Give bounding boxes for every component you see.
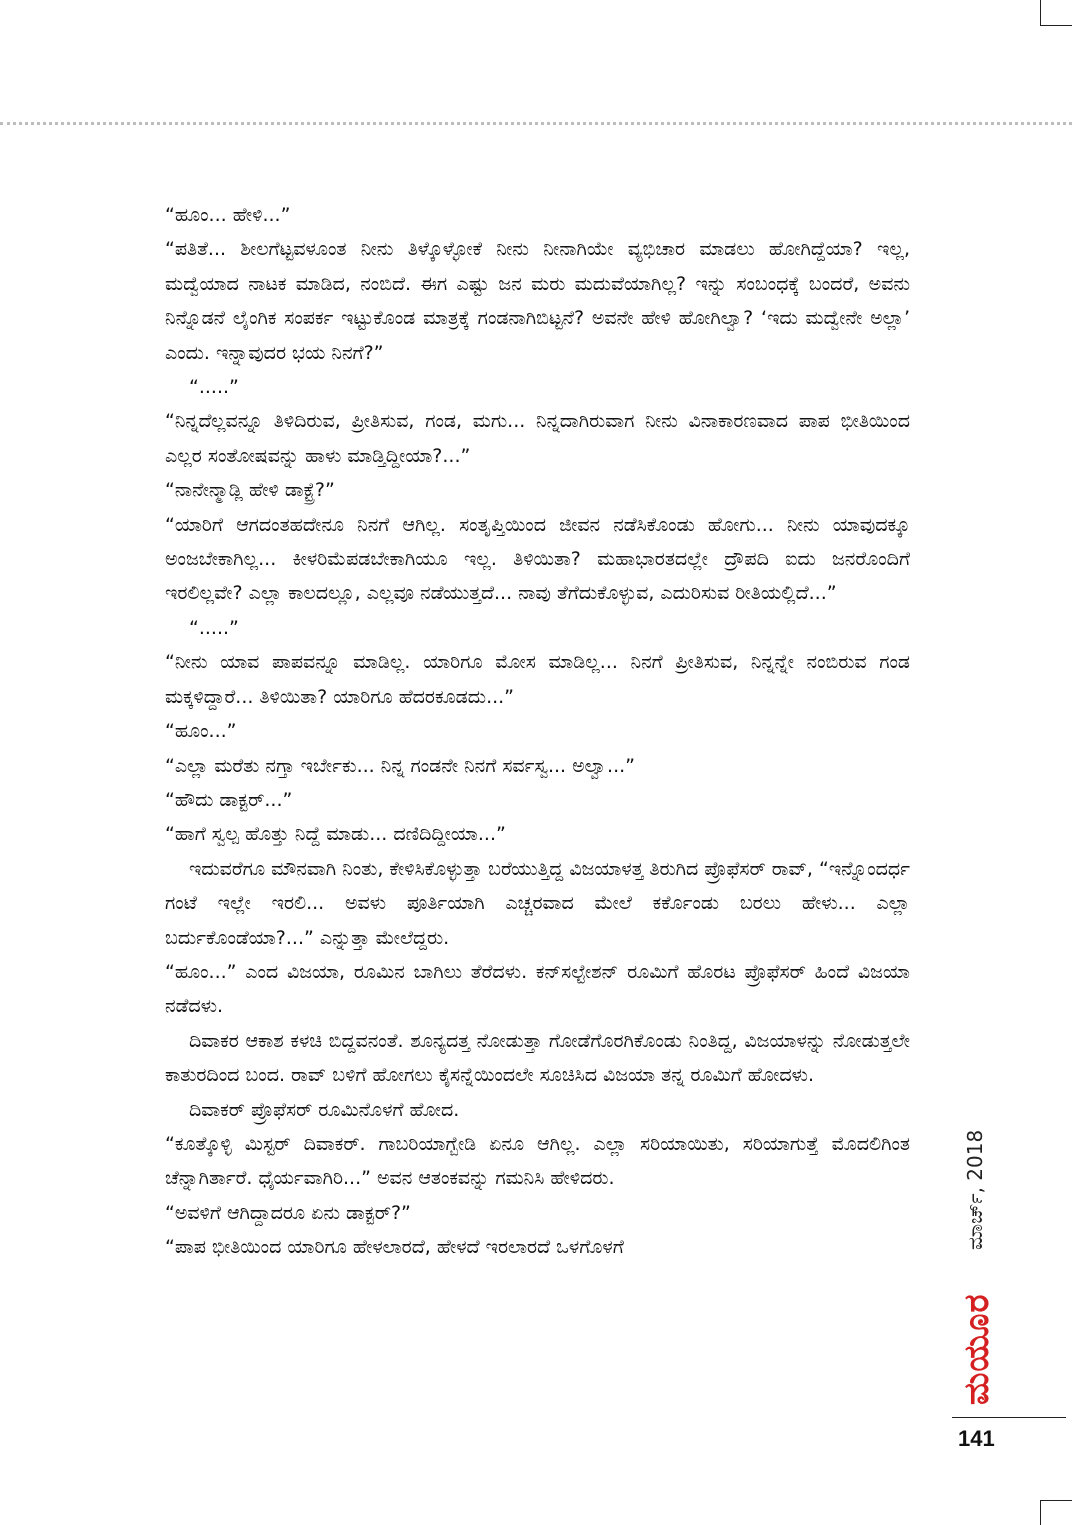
article-text — [165, 198, 910, 1265]
paragraph: “.....” — [189, 376, 239, 399]
paragraph: ದಿವಾಕರ್ ಪ್ರೊಫೆಸರ್ ರೂಮಿನೊಳಗೆ ಹೋದ. — [189, 1098, 460, 1121]
issue-date: ಮಾರ್ಚ್, 2018 — [963, 1129, 987, 1250]
crop-mark-top — [1040, 0, 1041, 26]
paragraph: ದಿವಾಕರ ಆಕಾಶ ಕಳಚಿ ಬಿದ್ದವನಂತೆ. ಶೂನ್ಯದತ್ತ ನೋಡುತ್ತಾ ಗೋಡೆಗೊರಗಿಕೊಂಡು ನಿಂತಿದ್ದ, ವಿಜಯಾಳನ್ನು ನೋಡುತ್ತಲೇ ಕಾತುರದಿಂದ ಬಂದ. ರಾವ್ ಬಳಿಗೆ ಹೋಗಲು ಕೈಸನ್ನೆಯಿಂದಲೇ ಸೂಚಿಸಿದ ವಿಜಯಾ ತನ್ನ ರೂಮಿಗೆ ಹೋದಳು. — [165, 1029, 910, 1087]
header-dotted-rule — [0, 122, 1072, 125]
paragraph: “ಕೂತ್ಕೊಳ್ಳಿ ಮಿಸ್ಟರ್ ದಿವಾಕರ್. ಗಾಬರಿಯಾಗ್ಬೇಡಿ ಏನೂ ಆಗಿಲ್ಲ. ಎಲ್ಲಾ ಸರಿಯಾಯಿತು, ಸರಿಯಾಗುತ್ತೆ ಮೊದಲಿಗಿಂತ ಚೆನ್ನಾಗಿರ್ತಾರೆ. ಧೈರ್ಯವಾಗಿರಿ...” ಅವನ ಆತಂಕವನ್ನು ಗಮನಿಸಿ ಹೇಳಿದರು. — [165, 1132, 910, 1190]
page-number: 141 — [958, 1426, 995, 1451]
paragraph: “ನಿನ್ನದೆಲ್ಲವನ್ನೂ ತಿಳಿದಿರುವ, ಪ್ರೀತಿಸುವ, ಗಂಡ, ಮಗು... ನಿನ್ನದಾಗಿರುವಾಗ ನೀನು ವಿನಾಕಾರಣವಾದ ಪಾಪ ಭೀತಿಯಿಂದ ಎಲ್ಲರ ಸಂತೋಷವನ್ನು ಹಾಳು ಮಾಡ್ತಿದ್ದೀಯಾ?...” — [165, 410, 910, 467]
magazine-name-logo: ಮಯೂರ — [957, 1293, 997, 1405]
paragraph: ಇದುವರೆಗೂ ಮೌನವಾಗಿ ನಿಂತು, ಕೇಳಿಸಿಕೊಳ್ಳುತ್ತಾ ಬರೆಯುತ್ತಿದ್ದ ವಿಜಯಾಳತ್ತ ತಿರುಗಿದ ಪ್ರೊಫೆಸರ್ ರಾವ್, “ಇನ್ನೊಂದರ್ಧ ಗಂಟೆ ಇಲ್ಲೇ ಇರಲಿ... ಅವಳು ಪೂರ್ತಿಯಾಗಿ ಎಚ್ಚರವಾದ ಮೇಲೆ ಕರ್ಕೊಂಡು ಬರಲು ಹೇಳು... ಎಲ್ಲಾ ಬರ್ದುಕೊಂಡೆಯಾ?...” ಎನ್ನುತ್ತಾ ಮೇಲೆದ್ದರು. — [165, 857, 910, 949]
paragraph: “ಎಲ್ಲಾ ಮರೆತು ನಗ್ತಾ ಇರ್ಬೇಕು... ನಿನ್ನ ಗಂಡನೇ ನಿನಗೆ ಸರ್ವಸ್ವ... ಅಲ್ವಾ...” — [165, 754, 636, 777]
paragraph: “ಹೂಂ...” — [165, 720, 237, 743]
paragraph: “ಯಾರಿಗೆ ಆಗದಂತಹದೇನೂ ನಿನಗೆ ಆಗಿಲ್ಲ. ಸಂತೃಪ್ತಿಯಿಂದ ಜೀವನ ನಡೆಸಿಕೊಂಡು ಹೋಗು... ನೀನು ಯಾವುದಕ್ಕೂ ಅಂಜಬೇಕಾಗಿಲ್ಲ... ಕೀಳರಿಮೆಪಡಬೇಕಾಗಿಯೂ ಇಲ್ಲ. ತಿಳಿಯಿತಾ? ಮಹಾಭಾರತದಲ್ಲೇ ದ್ರೌಪದಿ ಐದು ಜನರೊಂದಿಗೆ ಇರಲಿಲ್ಲವೇ? ಎಲ್ಲಾ ಕಾಲದಲ್ಲೂ, ಎಲ್ಲವೂ ನಡೆಯುತ್ತದೆ... ನಾವು ತೆಗೆದುಕೊಳ್ಳುವ, ಎದುರಿಸುವ ರೀತಿಯಲ್ಲಿದೆ...” — [165, 513, 910, 605]
paragraph: “ಹೂಂ...” ಎಂದ ವಿಜಯಾ, ರೂಮಿನ ಬಾಗಿಲು ತೆರೆದಳು. ಕನ್‌ಸಲ್ಟೇಶನ್ ರೂಮಿಗೆ ಹೊರಟ ಪ್ರೊಫೆಸರ್ ಹಿಂದೆ ವಿಜಯಾ ನಡೆದಳು. — [165, 960, 910, 1018]
paragraph: “ಅವಳಿಗೆ ಆಗಿದ್ದಾದರೂ ಏನು ಡಾಕ್ಟರ್?” — [165, 1201, 411, 1224]
paragraph: “ಹೌದು ಡಾಕ್ಟರ್...” — [165, 788, 293, 811]
paragraph: “ನಾನೇನ್ಮಾಡ್ಲಿ ಹೇಳಿ ಡಾಕ್ಟ್ರೆ?” — [165, 479, 335, 502]
paragraph: “ಹೂಂ... ಹೇಳಿ...” — [165, 204, 291, 226]
paragraph: “ಪತಿತೆ... ಶೀಲಗೆಟ್ಟವಳೂಂತ ನೀನು ತಿಳ್ಕೊಳ್ಳೋಕೆ ನೀನು ನೀನಾಗಿಯೇ ವ್ಯಭಿಚಾರ ಮಾಡಲು ಹೋಗಿದ್ದೆಯಾ? ಇಲ್ಲ, ಮದ್ವೆಯಾದ ನಾಟಕ ಮಾಡಿದ, ನಂಬಿದೆ. ಈಗ ಎಷ್ಟು ಜನ ಮರು ಮದುವೆಯಾಗಿಲ್ಲ? ಇನ್ನು ಸಂಬಂಧಕ್ಕೆ ಬಂದರೆ, ಅವನು ನಿನ್ನೊಡನೆ ಲೈಂಗಿಕ ಸಂಪರ್ಕ ಇಟ್ಟುಕೊಂಡ ಮಾತ್ರಕ್ಕೆ ಗಂಡನಾಗಿಬಿಟ್ಟನೆ? ಅವನೇ ಹೇಳಿ ಹೋಗಿಲ್ವಾ? ‘ಇದು ಮದ್ವೇನೇ ಅಲ್ಲಾ’ ಎಂದು. ಇನ್ನಾವುದರ ಭಯ ನಿನಗೆ?” — [165, 238, 910, 364]
crop-mark-bottom-horizontal — [1040, 1500, 1072, 1501]
crop-mark-bottom — [1040, 1500, 1041, 1525]
page-number-rule — [952, 1417, 1066, 1418]
crop-mark-top-horizontal — [1040, 25, 1072, 26]
paragraph: “ಪಾಪ ಭೀತಿಯಿಂದ ಯಾರಿಗೂ ಹೇಳಲಾರದೆ, ಹೇಳದೆ ಇರಲಾರದೆ ಒಳಗೊಳಗೆ — [165, 1236, 624, 1259]
paragraph: “.....” — [189, 616, 239, 639]
paragraph: “ನೀನು ಯಾವ ಪಾಪವನ್ನೂ ಮಾಡಿಲ್ಲ. ಯಾರಿಗೂ ಮೋಸ ಮಾಡಿಲ್ಲ... ನಿನಗೆ ಪ್ರೀತಿಸುವ, ನಿನ್ನನ್ನೇ ನಂಬಿರುವ ಗಂಡ ಮಕ್ಕಳಿದ್ದಾರೆ... ತಿಳಿಯಿತಾ? ಯಾರಿಗೂ ಹೆದರಕೂಡದು...” — [165, 651, 910, 708]
paragraph: “ಹಾಗೆ ಸ್ವಲ್ಪ ಹೊತ್ತು ನಿದ್ದೆ ಮಾಡು... ದಣಿದಿದ್ದೀಯಾ...” — [165, 823, 506, 846]
